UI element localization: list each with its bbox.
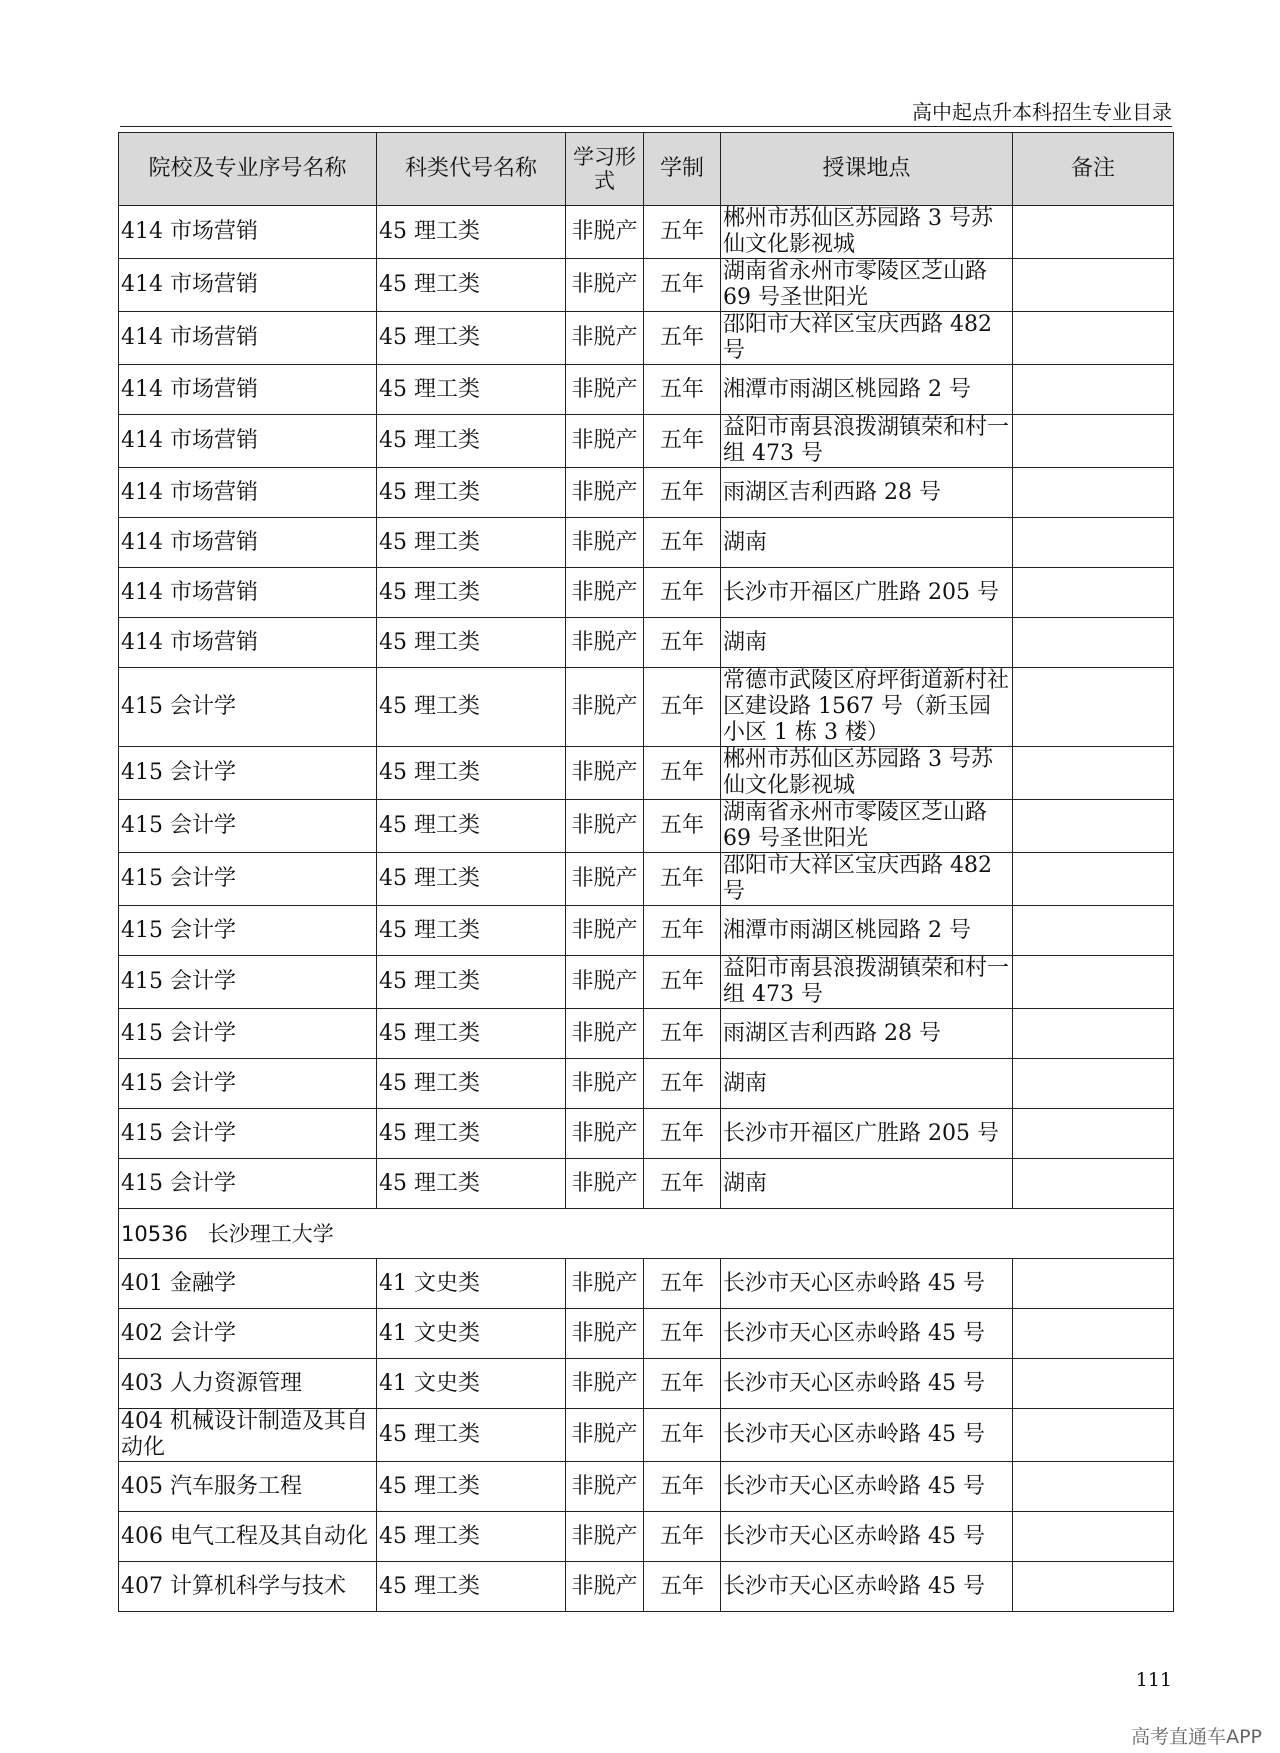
cell-category: 45 理工类	[377, 415, 566, 468]
cell-note	[1013, 365, 1174, 415]
cell-major: 414 市场营销	[119, 206, 377, 259]
cell-major: 401 金融学	[119, 1259, 377, 1309]
school-code: 10536	[121, 1221, 188, 1246]
cell-major: 415 会计学	[119, 1059, 377, 1109]
cell-major: 407 计算机科学与技术	[119, 1562, 377, 1612]
table-row	[119, 1409, 1174, 1462]
cell-major: 405 汽车服务工程	[119, 1462, 377, 1512]
school-section	[119, 1209, 1174, 1259]
cell-mode: 非脱产	[566, 1462, 644, 1512]
cell-note	[1013, 1409, 1174, 1462]
cell-note	[1013, 800, 1174, 853]
cell-location: 长沙市开福区广胜路 205 号	[721, 1109, 1013, 1159]
cell-note	[1013, 906, 1174, 956]
watermark-text: 高考直通车APP	[1131, 1726, 1262, 1748]
cell-major: 403 人力资源管理	[119, 1359, 377, 1409]
cell-note	[1013, 1059, 1174, 1109]
cell-note	[1013, 1462, 1174, 1512]
cell-category: 45 理工类	[377, 1009, 566, 1059]
cell-years: 五年	[644, 206, 721, 259]
page-number: 111	[1135, 1669, 1172, 1691]
cell-location: 长沙市天心区赤岭路 45 号	[721, 1512, 1013, 1562]
cell-major: 415 会计学	[119, 800, 377, 853]
cell-note	[1013, 1512, 1174, 1562]
table-row	[119, 1059, 1174, 1109]
table-row	[119, 468, 1174, 518]
cell-category: 45 理工类	[377, 468, 566, 518]
table-row	[119, 1512, 1174, 1562]
cell-years: 五年	[644, 1462, 721, 1512]
cell-major: 415 会计学	[119, 853, 377, 906]
cell-years: 五年	[644, 568, 721, 618]
cell-category: 45 理工类	[377, 800, 566, 853]
cell-mode: 非脱产	[566, 1309, 644, 1359]
cell-years: 五年	[644, 956, 721, 1009]
cell-category: 45 理工类	[377, 1059, 566, 1109]
table-row	[119, 568, 1174, 618]
cell-major: 414 市场营销	[119, 312, 377, 365]
table-row	[119, 312, 1174, 365]
cell-mode: 非脱产	[566, 1562, 644, 1612]
cell-mode: 非脱产	[566, 618, 644, 668]
column-header-location: 授课地点	[721, 133, 1013, 206]
cell-major: 415 会计学	[119, 1109, 377, 1159]
cell-category: 45 理工类	[377, 259, 566, 312]
table-row	[119, 956, 1174, 1009]
cell-category: 41 文史类	[377, 1259, 566, 1309]
cell-location: 长沙市天心区赤岭路 45 号	[721, 1462, 1013, 1512]
cell-mode: 非脱产	[566, 1359, 644, 1409]
cell-years: 五年	[644, 1059, 721, 1109]
cell-major: 404 机械设计制造及其自动化	[119, 1409, 377, 1462]
header-rule	[120, 126, 1172, 127]
cell-major: 414 市场营销	[119, 618, 377, 668]
cell-major: 415 会计学	[119, 1009, 377, 1059]
cell-note	[1013, 415, 1174, 468]
cell-category: 45 理工类	[377, 618, 566, 668]
table-row	[119, 1462, 1174, 1512]
cell-years: 五年	[644, 1009, 721, 1059]
cell-location: 湖南	[721, 618, 1013, 668]
table-row	[119, 1009, 1174, 1059]
cell-location: 邵阳市大祥区宝庆西路 482 号	[721, 312, 1013, 365]
cell-years: 五年	[644, 1259, 721, 1309]
cell-mode: 非脱产	[566, 853, 644, 906]
table-row	[119, 206, 1174, 259]
cell-location: 郴州市苏仙区苏园路 3 号苏仙文化影视城	[721, 206, 1013, 259]
table-row	[119, 747, 1174, 800]
column-header-mode: 学习形式	[566, 133, 644, 206]
cell-mode: 非脱产	[566, 206, 644, 259]
cell-years: 五年	[644, 415, 721, 468]
cell-note	[1013, 206, 1174, 259]
cell-mode: 非脱产	[566, 1109, 644, 1159]
table-row	[119, 853, 1174, 906]
cell-years: 五年	[644, 468, 721, 518]
table-row	[119, 1259, 1174, 1309]
cell-major: 414 市场营销	[119, 518, 377, 568]
school-name: 长沙理工大学	[207, 1221, 334, 1246]
table-header-row	[119, 133, 1174, 206]
cell-mode: 非脱产	[566, 1512, 644, 1562]
school-cell	[119, 1209, 1174, 1259]
cell-location: 湖南省永州市零陵区芝山路 69 号圣世阳光	[721, 800, 1013, 853]
cell-mode: 非脱产	[566, 365, 644, 415]
cell-note	[1013, 1009, 1174, 1059]
cell-location: 长沙市开福区广胜路 205 号	[721, 568, 1013, 618]
cell-note	[1013, 747, 1174, 800]
cell-major: 414 市场营销	[119, 259, 377, 312]
cell-mode: 非脱产	[566, 906, 644, 956]
cell-major: 414 市场营销	[119, 468, 377, 518]
cell-note	[1013, 1109, 1174, 1159]
cell-major: 415 会计学	[119, 1159, 377, 1209]
table-row	[119, 1159, 1174, 1209]
cell-years: 五年	[644, 259, 721, 312]
column-header-note: 备注	[1013, 133, 1174, 206]
cell-years: 五年	[644, 800, 721, 853]
cell-location: 益阳市南县浪拨湖镇荣和村一组 473 号	[721, 956, 1013, 1009]
cell-note	[1013, 668, 1174, 747]
cell-mode: 非脱产	[566, 1159, 644, 1209]
cell-mode: 非脱产	[566, 259, 644, 312]
cell-category: 45 理工类	[377, 1512, 566, 1562]
cell-note	[1013, 1309, 1174, 1359]
cell-years: 五年	[644, 747, 721, 800]
cell-note	[1013, 312, 1174, 365]
cell-years: 五年	[644, 1512, 721, 1562]
cell-years: 五年	[644, 365, 721, 415]
cell-category: 45 理工类	[377, 312, 566, 365]
cell-category: 41 文史类	[377, 1309, 566, 1359]
page-header-title: 高中起点升本科招生专业目录	[912, 100, 1172, 124]
cell-note	[1013, 853, 1174, 906]
table-row	[119, 415, 1174, 468]
cell-location: 湖南	[721, 518, 1013, 568]
table-row	[119, 906, 1174, 956]
cell-location: 湖南	[721, 1159, 1013, 1209]
cell-years: 五年	[644, 1309, 721, 1359]
table-body-first	[119, 206, 1174, 1209]
cell-location: 益阳市南县浪拨湖镇荣和村一组 473 号	[721, 415, 1013, 468]
cell-note	[1013, 618, 1174, 668]
cell-years: 五年	[644, 518, 721, 568]
cell-mode: 非脱产	[566, 956, 644, 1009]
cell-category: 45 理工类	[377, 518, 566, 568]
cell-major: 415 会计学	[119, 668, 377, 747]
cell-note	[1013, 1562, 1174, 1612]
cell-note	[1013, 956, 1174, 1009]
cell-category: 45 理工类	[377, 365, 566, 415]
cell-category: 45 理工类	[377, 206, 566, 259]
cell-location: 湘潭市雨湖区桃园路 2 号	[721, 906, 1013, 956]
cell-years: 五年	[644, 618, 721, 668]
cell-category: 45 理工类	[377, 747, 566, 800]
table-row	[119, 1109, 1174, 1159]
cell-category: 45 理工类	[377, 1462, 566, 1512]
cell-major: 414 市场营销	[119, 365, 377, 415]
cell-major: 414 市场营销	[119, 568, 377, 618]
cell-location: 郴州市苏仙区苏园路 3 号苏仙文化影视城	[721, 747, 1013, 800]
cell-mode: 非脱产	[566, 668, 644, 747]
cell-note	[1013, 518, 1174, 568]
table-row	[119, 800, 1174, 853]
cell-years: 五年	[644, 1409, 721, 1462]
cell-location: 邵阳市大祥区宝庆西路 482 号	[721, 853, 1013, 906]
cell-major: 402 会计学	[119, 1309, 377, 1359]
cell-years: 五年	[644, 906, 721, 956]
cell-mode: 非脱产	[566, 1059, 644, 1109]
cell-mode: 非脱产	[566, 1409, 644, 1462]
table-row	[119, 668, 1174, 747]
cell-mode: 非脱产	[566, 518, 644, 568]
table-row	[119, 518, 1174, 568]
column-header-major: 院校及专业序号名称	[119, 133, 377, 206]
cell-location: 长沙市天心区赤岭路 45 号	[721, 1409, 1013, 1462]
cell-location: 雨湖区吉利西路 28 号	[721, 468, 1013, 518]
cell-mode: 非脱产	[566, 1259, 644, 1309]
cell-major: 415 会计学	[119, 956, 377, 1009]
table-row	[119, 1359, 1174, 1409]
table-row	[119, 1562, 1174, 1612]
table-row	[119, 365, 1174, 415]
cell-category: 45 理工类	[377, 1409, 566, 1462]
cell-mode: 非脱产	[566, 1009, 644, 1059]
cell-category: 45 理工类	[377, 568, 566, 618]
cell-mode: 非脱产	[566, 415, 644, 468]
table-body-second	[119, 1259, 1174, 1612]
cell-major: 406 电气工程及其自动化	[119, 1512, 377, 1562]
cell-note	[1013, 1259, 1174, 1309]
cell-location: 长沙市天心区赤岭路 45 号	[721, 1309, 1013, 1359]
cell-major: 414 市场营销	[119, 415, 377, 468]
cell-years: 五年	[644, 853, 721, 906]
cell-years: 五年	[644, 1359, 721, 1409]
table-row	[119, 259, 1174, 312]
table-row	[119, 1309, 1174, 1359]
cell-years: 五年	[644, 668, 721, 747]
cell-location: 湘潭市雨湖区桃园路 2 号	[721, 365, 1013, 415]
cell-years: 五年	[644, 1562, 721, 1612]
cell-location: 长沙市天心区赤岭路 45 号	[721, 1359, 1013, 1409]
cell-note	[1013, 568, 1174, 618]
cell-location: 湖南省永州市零陵区芝山路 69 号圣世阳光	[721, 259, 1013, 312]
cell-major: 415 会计学	[119, 906, 377, 956]
cell-mode: 非脱产	[566, 468, 644, 518]
cell-mode: 非脱产	[566, 800, 644, 853]
cell-years: 五年	[644, 1109, 721, 1159]
cell-category: 45 理工类	[377, 906, 566, 956]
cell-location: 长沙市天心区赤岭路 45 号	[721, 1562, 1013, 1612]
cell-location: 长沙市天心区赤岭路 45 号	[721, 1259, 1013, 1309]
cell-major: 415 会计学	[119, 747, 377, 800]
column-header-category: 科类代号名称	[377, 133, 566, 206]
cell-mode: 非脱产	[566, 747, 644, 800]
cell-note	[1013, 468, 1174, 518]
column-header-years: 学制	[644, 133, 721, 206]
cell-note	[1013, 1159, 1174, 1209]
cell-category: 45 理工类	[377, 1159, 566, 1209]
table-row	[119, 618, 1174, 668]
cell-mode: 非脱产	[566, 568, 644, 618]
cell-years: 五年	[644, 312, 721, 365]
cell-location: 湖南	[721, 1059, 1013, 1109]
cell-category: 45 理工类	[377, 1109, 566, 1159]
cell-category: 41 文史类	[377, 1359, 566, 1409]
cell-note	[1013, 1359, 1174, 1409]
cell-location: 常德市武陵区府坪街道新村社区建设路 1567 号（新玉园小区 1 栋 3 楼）	[721, 668, 1013, 747]
cell-location: 雨湖区吉利西路 28 号	[721, 1009, 1013, 1059]
cell-category: 45 理工类	[377, 853, 566, 906]
cell-category: 45 理工类	[377, 956, 566, 1009]
cell-category: 45 理工类	[377, 1562, 566, 1612]
cell-mode: 非脱产	[566, 312, 644, 365]
cell-note	[1013, 259, 1174, 312]
school-row	[119, 1209, 1174, 1259]
cell-years: 五年	[644, 1159, 721, 1209]
cell-category: 45 理工类	[377, 668, 566, 747]
catalog-table	[118, 132, 1174, 1612]
